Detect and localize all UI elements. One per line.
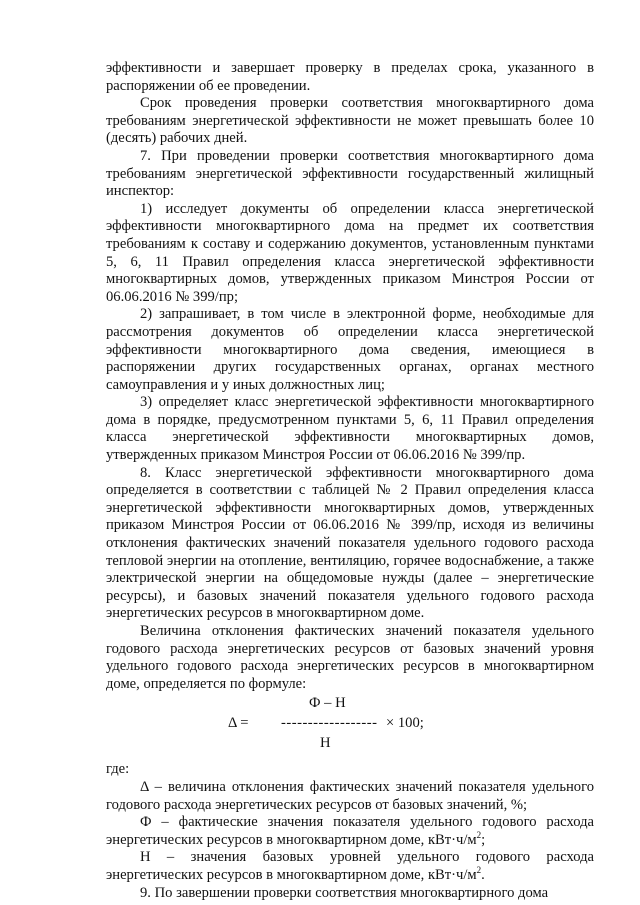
definition-end: ; (481, 831, 486, 848)
paragraph: 7. При проведении проверки соответствия многоквартирного дома требованиям энергетической эффективности государственный жилищный инспектор: (106, 147, 594, 200)
paragraph: Срок проведения проверки соответствия многоквартирного дома требованиям энергетической эффективности не может превышать более 10 (десять) рабочих дней. (106, 95, 594, 147)
paragraph: 8. Класс энергетической эффективности многоквартирного дома определяется в соответствии с таблицей № 2 Правил определения класса энергетической эффективности многоквартирных домов, утвержденных приказом Минстроя России от 06.06.2016 № 399/пр, исходя из величины отклонения фактических значений показателя удельного годового расхода тепловой энергии на отопление, вентиляцию, горячее водоснабжение, а также электрической энергии на общедомовые нужды (далее – энергетические ресурсы), и базовых значений показателя удельного годового расхода энергетических ресурсов в многоквартирном доме. (106, 464, 594, 622)
formula-fraction-bar: ------------------ (281, 715, 378, 732)
paragraph: 2) запрашивает, в том числе в электронной форме, необходимые для рассмотрения документов об определении класса энергетической эффективности многоквартирного дома сведения, имеющиеся в распоряжении других государственных органах, органах местного самоуправления и у иных должностных лиц; (106, 306, 594, 393)
unit-superscript: 2 (476, 829, 482, 840)
formula-multiplier: × 100; (386, 715, 424, 732)
paragraph: Величина отклонения фактических значений показателя удельного годового расхода энергетических ресурсов от базовых значений уровня удельного годового расхода энергетических ресурсов в многоквартирном доме, определяется по формуле: (106, 623, 594, 692)
paragraph: 3) определяет класс энергетической эффективности многоквартирного дома в порядке, предусмотренном пунктами 5, 6, 11 Правил определения класса энергетической эффективности многоквартирных домов, утвержденных приказом Минстроя России от 06.06.2016 № 399/пр. (106, 394, 594, 464)
definition-end: . (481, 866, 485, 883)
definition-delta: Δ – величина отклонения фактических значений показателя удельного годового расхода энергетических ресурсов от базовых значений, %; (106, 778, 594, 813)
paragraph-last: 9. По завершении проверки соответствия многоквартирного дома (140, 884, 549, 901)
unit-superscript: 2 (476, 865, 482, 876)
paragraph: 1) исследует документы об определении класса энергетической эффективности многоквартирного дома на предмет их соответствия требованиям к составу и содержанию документов, установленным пунктами 5, 6, 11 Правил определения класса энергетической эффективности многоквартирных домов, утвержденных приказом Минстроя России от 06.06.2016 № 399/пр; (106, 200, 594, 305)
formula (106, 695, 594, 757)
formula-lhs: Δ = (228, 715, 249, 732)
definition-text: Н – значения базовых уровней удельного годового расхода энергетических ресурсов в многоквартирном доме, кВт·ч/м (106, 849, 594, 883)
definition-text: Ф – фактические значения показателя удельного годового расхода энергетических ресурсов в многоквартирном доме, кВт·ч/м (106, 814, 594, 848)
formula-numerator: Ф – Н (309, 695, 346, 712)
definition-n (106, 849, 594, 884)
paragraph: эффективности и завершает проверку в пределах срока, указанного в распоряжении об ее проведении. (106, 60, 594, 94)
definition-phi (106, 814, 594, 849)
where-label: где: (106, 761, 130, 778)
formula-denominator: Н (320, 735, 331, 752)
